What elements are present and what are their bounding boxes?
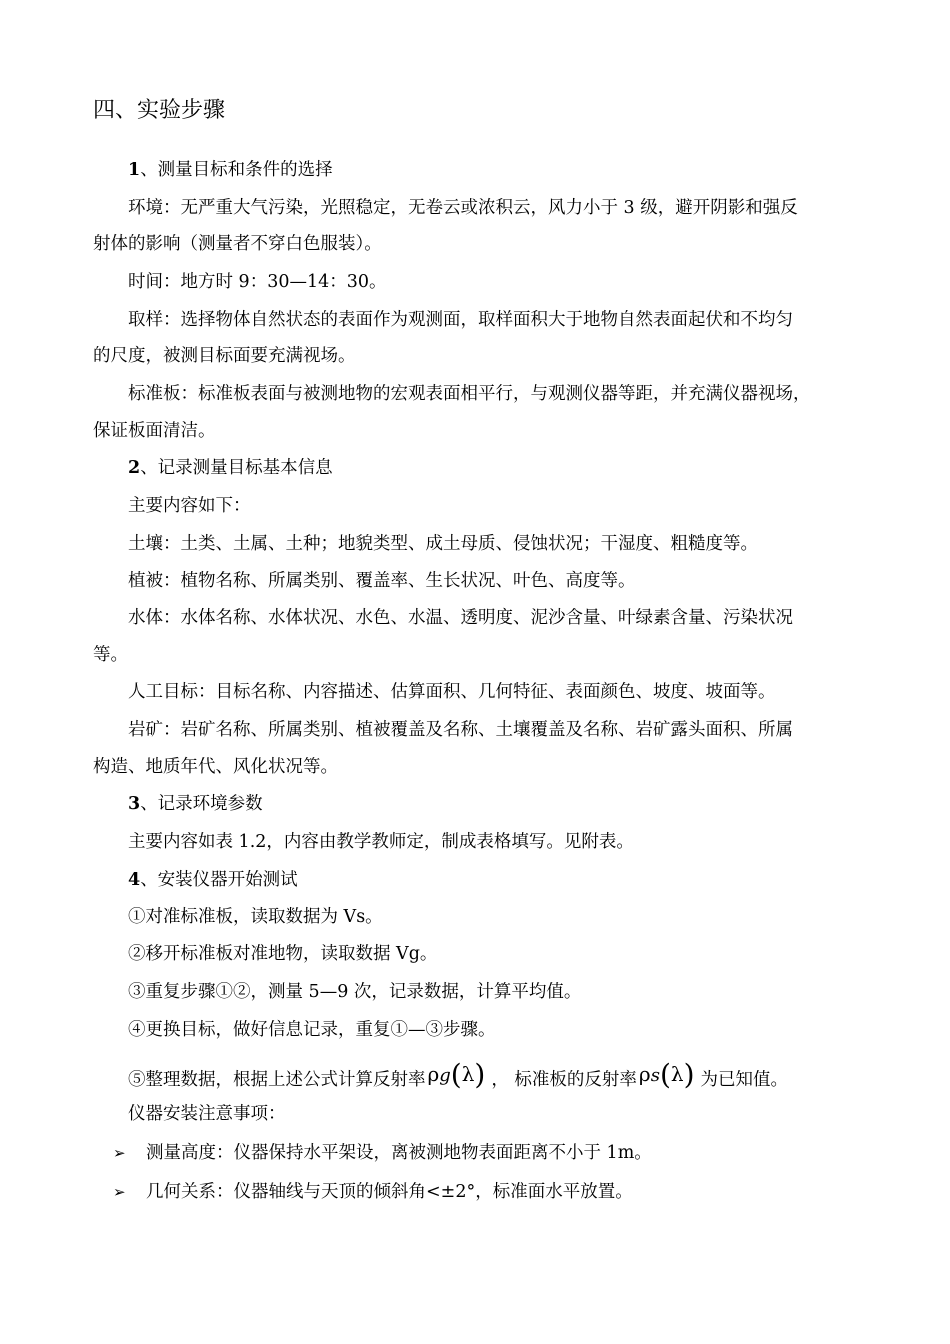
step-5-text-a: ⑤整理数据，根据上述公式计算反射率 xyxy=(128,1070,426,1090)
subsection-title-text: 、安装仪器开始测试 xyxy=(140,870,298,890)
lambda-symbol: λ xyxy=(461,1062,475,1086)
environment-line-2: 射体的影响（测量者不穿白色服装）。 xyxy=(93,234,382,254)
section-heading: 四、实验步骤 xyxy=(93,98,226,123)
subsection-4-title xyxy=(128,868,298,892)
subsection-3-title xyxy=(128,792,263,816)
standard-board-line-2: 保证板面清洁。 xyxy=(93,421,216,441)
step-3: ③重复步骤①②，测量 5—9 次，记录数据，计算平均值。 xyxy=(128,982,582,1002)
artificial-target-line: 人工目标：目标名称、内容描述、估算面积、几何特征、表面颜色、坡度、坡面等。 xyxy=(128,682,776,702)
environment-params-line: 主要内容如表 1.2，内容由教学教师定，制成表格填写。见附表。 xyxy=(128,832,634,852)
subsection-title-text: 、测量目标和条件的选择 xyxy=(140,160,333,180)
vegetation-line: 植被：植物名称、所属类别、覆盖率、生长状况、叶色、高度等。 xyxy=(128,571,636,591)
subsection-number: 2 xyxy=(128,458,141,478)
step-5-text-b: ， 标准板的反射率 xyxy=(491,1070,637,1090)
paren-close: ) xyxy=(474,1058,486,1091)
paren-open: ( xyxy=(659,1058,671,1091)
step-1: ①对准标准板，读取数据为 Vs。 xyxy=(128,907,383,927)
subsection-title-text: 、记录测量目标基本信息 xyxy=(140,458,333,478)
subsection-title-text: 、记录环境参数 xyxy=(140,794,263,814)
reflectance-formula-g xyxy=(427,1058,486,1091)
water-line-1: 水体：水体名称、水体状况、水色、水温、透明度、泥沙含量、叶绿素含量、污染状况 xyxy=(128,608,793,628)
paren-open: ( xyxy=(450,1058,462,1091)
note-item-height: 测量高度：仪器保持水平架设，离被测地物表面距离不小于 1m。 xyxy=(146,1143,652,1163)
content-intro: 主要内容如下： xyxy=(128,496,251,516)
subsection-2-title xyxy=(128,456,333,480)
formula-subscript-g: g xyxy=(439,1065,451,1086)
sampling-line-2: 的尺度，被测目标面要充满视场。 xyxy=(93,346,356,366)
paren-close: ) xyxy=(683,1058,695,1091)
time-line: 时间：地方时 9：30—14：30。 xyxy=(128,272,387,292)
step-4: ④更换目标，做好信息记录，重复①—③步骤。 xyxy=(128,1020,496,1040)
lambda-symbol: λ xyxy=(670,1062,684,1086)
subsection-number: 3 xyxy=(128,794,141,814)
subsection-number: 1 xyxy=(128,160,141,180)
rock-line-1: 岩矿：岩矿名称、所属类别、植被覆盖及名称、土壤覆盖及名称、岩矿露头面积、所属 xyxy=(128,720,793,740)
step-2: ②移开标准板对准地物，读取数据 Vg。 xyxy=(128,944,438,964)
standard-board-line-1: 标准板：标准板表面与被测地物的宏观表面相平行，与观测仪器等距，并充满仪器视场， xyxy=(128,384,811,404)
subsection-number: 4 xyxy=(128,870,141,890)
installation-notes-title: 仪器安装注意事项： xyxy=(128,1104,286,1124)
rho-symbol: ρ xyxy=(427,1062,440,1086)
water-line-2: 等。 xyxy=(93,645,128,665)
step-5-text-c: 为已知值。 xyxy=(700,1070,788,1090)
formula-subscript-s: s xyxy=(650,1065,660,1086)
step-5 xyxy=(128,1058,788,1092)
reflectance-formula-s xyxy=(638,1058,695,1091)
rho-symbol: ρ xyxy=(638,1062,651,1086)
arrow-bullet-icon: ➢ xyxy=(113,1144,126,1162)
sampling-line-1: 取样：选择物体自然状态的表面作为观测面，取样面积大于地物自然表面起伏和不均匀 xyxy=(128,310,793,330)
subsection-1-title xyxy=(128,158,333,182)
rock-line-2: 构造、地质年代、风化状况等。 xyxy=(93,757,338,777)
environment-line-1: 环境：无严重大气污染，光照稳定，无卷云或浓积云，风力小于 3 级，避开阴影和强反 xyxy=(128,198,798,218)
arrow-bullet-icon: ➢ xyxy=(113,1183,126,1201)
soil-line: 土壤：土类、土属、土种；地貌类型、成土母质、侵蚀状况；干湿度、粗糙度等。 xyxy=(128,534,758,554)
note-item-geometry: 几何关系：仪器轴线与天顶的倾斜角<±2°，标准面水平放置。 xyxy=(146,1182,633,1202)
